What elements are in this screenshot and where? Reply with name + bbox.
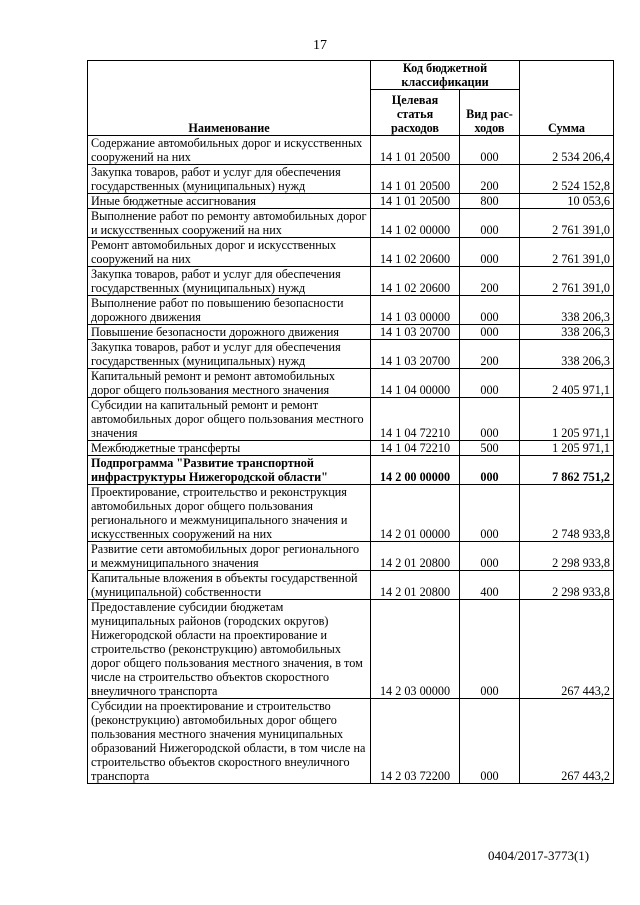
row-target-code: 14 1 01 20500 xyxy=(371,165,460,194)
row-name: Повышение безопасности дорожного движения xyxy=(88,325,371,340)
row-target-code: 14 1 01 20500 xyxy=(371,194,460,209)
row-name: Развитие сети автомобильных дорог регионального и межмуниципального значения xyxy=(88,542,371,571)
row-name: Закупка товаров, работ и услуг для обеспечения государственных (муниципальных) нужд xyxy=(88,165,371,194)
row-target-code: 14 2 01 00000 xyxy=(371,485,460,542)
row-sum: 2 405 971,1 xyxy=(520,369,614,398)
table-row xyxy=(88,296,614,325)
row-sum: 1 205 971,1 xyxy=(520,441,614,456)
table-row xyxy=(88,398,614,441)
row-expense-kind: 000 xyxy=(460,456,520,485)
row-sum: 10 053,6 xyxy=(520,194,614,209)
row-sum: 2 761 391,0 xyxy=(520,267,614,296)
table-row xyxy=(88,369,614,398)
row-sum: 2 761 391,0 xyxy=(520,238,614,267)
row-sum: 2 761 391,0 xyxy=(520,209,614,238)
row-sum: 2 298 933,8 xyxy=(520,571,614,600)
row-target-code: 14 1 02 20600 xyxy=(371,267,460,296)
row-expense-kind: 000 xyxy=(460,296,520,325)
row-expense-kind: 000 xyxy=(460,600,520,699)
table-row xyxy=(88,238,614,267)
table-row xyxy=(88,136,614,165)
header-target-article: Целевая статья расходов xyxy=(371,90,460,136)
row-target-code: 14 1 04 00000 xyxy=(371,369,460,398)
header-code-group: Код бюджетной классификации xyxy=(371,61,520,90)
table-row xyxy=(88,600,614,699)
row-expense-kind: 800 xyxy=(460,194,520,209)
row-name: Выполнение работ по повышению безопасности дорожного движения xyxy=(88,296,371,325)
row-sum: 338 206,3 xyxy=(520,340,614,369)
row-target-code: 14 1 03 00000 xyxy=(371,296,460,325)
row-target-code: 14 1 03 20700 xyxy=(371,325,460,340)
row-target-code: 14 1 01 20500 xyxy=(371,136,460,165)
row-expense-kind: 000 xyxy=(460,136,520,165)
row-name: Подпрограмма "Развитие транспортной инфраструктуры Нижегородской области" xyxy=(88,456,371,485)
row-name: Ремонт автомобильных дорог и искусственных сооружений на них xyxy=(88,238,371,267)
row-expense-kind: 200 xyxy=(460,340,520,369)
row-name: Межбюджетные трансферты xyxy=(88,441,371,456)
row-expense-kind: 000 xyxy=(460,325,520,340)
row-sum: 338 206,3 xyxy=(520,296,614,325)
row-target-code: 14 2 01 20800 xyxy=(371,571,460,600)
header-row-1 xyxy=(88,61,614,90)
row-expense-kind: 200 xyxy=(460,267,520,296)
row-expense-kind: 000 xyxy=(460,369,520,398)
row-name: Закупка товаров, работ и услуг для обеспечения государственных (муниципальных) нужд xyxy=(88,340,371,369)
row-sum: 1 205 971,1 xyxy=(520,398,614,441)
row-target-code: 14 1 02 00000 xyxy=(371,209,460,238)
page-number: 17 xyxy=(313,38,327,53)
row-name: Иные бюджетные ассигнования xyxy=(88,194,371,209)
table-row xyxy=(88,542,614,571)
row-name: Капитальный ремонт и ремонт автомобильных дорог общего пользования местного значения xyxy=(88,369,371,398)
row-target-code: 14 1 04 72210 xyxy=(371,441,460,456)
row-target-code: 14 1 04 72210 xyxy=(371,398,460,441)
table-row xyxy=(88,456,614,485)
table-row xyxy=(88,209,614,238)
row-expense-kind: 400 xyxy=(460,571,520,600)
row-name: Субсидии на капитальный ремонт и ремонт автомобильных дорог общего пользования местного значения xyxy=(88,398,371,441)
row-name: Проектирование, строительство и реконструкция автомобильных дорог общего пользования регионального и межмуниципального значения и искусственных сооружений на них xyxy=(88,485,371,542)
row-expense-kind: 000 xyxy=(460,485,520,542)
row-name: Закупка товаров, работ и услуг для обеспечения государственных (муниципальных) нужд xyxy=(88,267,371,296)
row-sum: 267 443,2 xyxy=(520,699,614,784)
row-expense-kind: 500 xyxy=(460,441,520,456)
header-sum: Сумма xyxy=(520,61,614,136)
row-sum: 2 524 152,8 xyxy=(520,165,614,194)
row-target-code: 14 1 02 20600 xyxy=(371,238,460,267)
document-code: 0404/2017-3773(1) xyxy=(488,848,590,863)
row-name: Субсидии на проектирование и строительство (реконструкцию) автомобильных дорог общего пользования местного значения муниципальных образований Нижегородской области, в том числе на строительство объектов скоростного внеуличного транспорта xyxy=(88,699,371,784)
row-name: Предоставление субсидии бюджетам муниципальных районов (городских округов) Нижегородской области на проектирование и строительство (реконструкцию) автомобильных дорог общего пользования местного значения, в том числе на строительство объектов скоростного внеуличного транспорта xyxy=(88,600,371,699)
table-row xyxy=(88,267,614,296)
row-expense-kind: 200 xyxy=(460,165,520,194)
row-target-code: 14 1 03 20700 xyxy=(371,340,460,369)
header-name: Наименование xyxy=(88,61,371,136)
budget-table xyxy=(87,60,614,784)
row-target-code: 14 2 01 20800 xyxy=(371,542,460,571)
row-sum: 2 298 933,8 xyxy=(520,542,614,571)
table-row xyxy=(88,325,614,340)
table-row xyxy=(88,194,614,209)
table-row xyxy=(88,699,614,784)
row-target-code: 14 2 03 00000 xyxy=(371,600,460,699)
table-row xyxy=(88,165,614,194)
row-sum: 2 534 206,4 xyxy=(520,136,614,165)
row-target-code: 14 2 00 00000 xyxy=(371,456,460,485)
row-sum: 2 748 933,8 xyxy=(520,485,614,542)
row-expense-kind: 000 xyxy=(460,699,520,784)
table-row xyxy=(88,441,614,456)
row-sum: 267 443,2 xyxy=(520,600,614,699)
header-expense-kind: Вид рас-ходов xyxy=(460,90,520,136)
row-name: Выполнение работ по ремонту автомобильных дорог и искусственных сооружений на них xyxy=(88,209,371,238)
row-name: Содержание автомобильных дорог и искусственных сооружений на них xyxy=(88,136,371,165)
row-expense-kind: 000 xyxy=(460,209,520,238)
row-expense-kind: 000 xyxy=(460,542,520,571)
table-row xyxy=(88,571,614,600)
row-expense-kind: 000 xyxy=(460,398,520,441)
row-name: Капитальные вложения в объекты государственной (муниципальной) собственности xyxy=(88,571,371,600)
row-sum: 338 206,3 xyxy=(520,325,614,340)
row-expense-kind: 000 xyxy=(460,238,520,267)
table-row xyxy=(88,340,614,369)
table-row xyxy=(88,485,614,542)
row-target-code: 14 2 03 72200 xyxy=(371,699,460,784)
row-sum: 7 862 751,2 xyxy=(520,456,614,485)
